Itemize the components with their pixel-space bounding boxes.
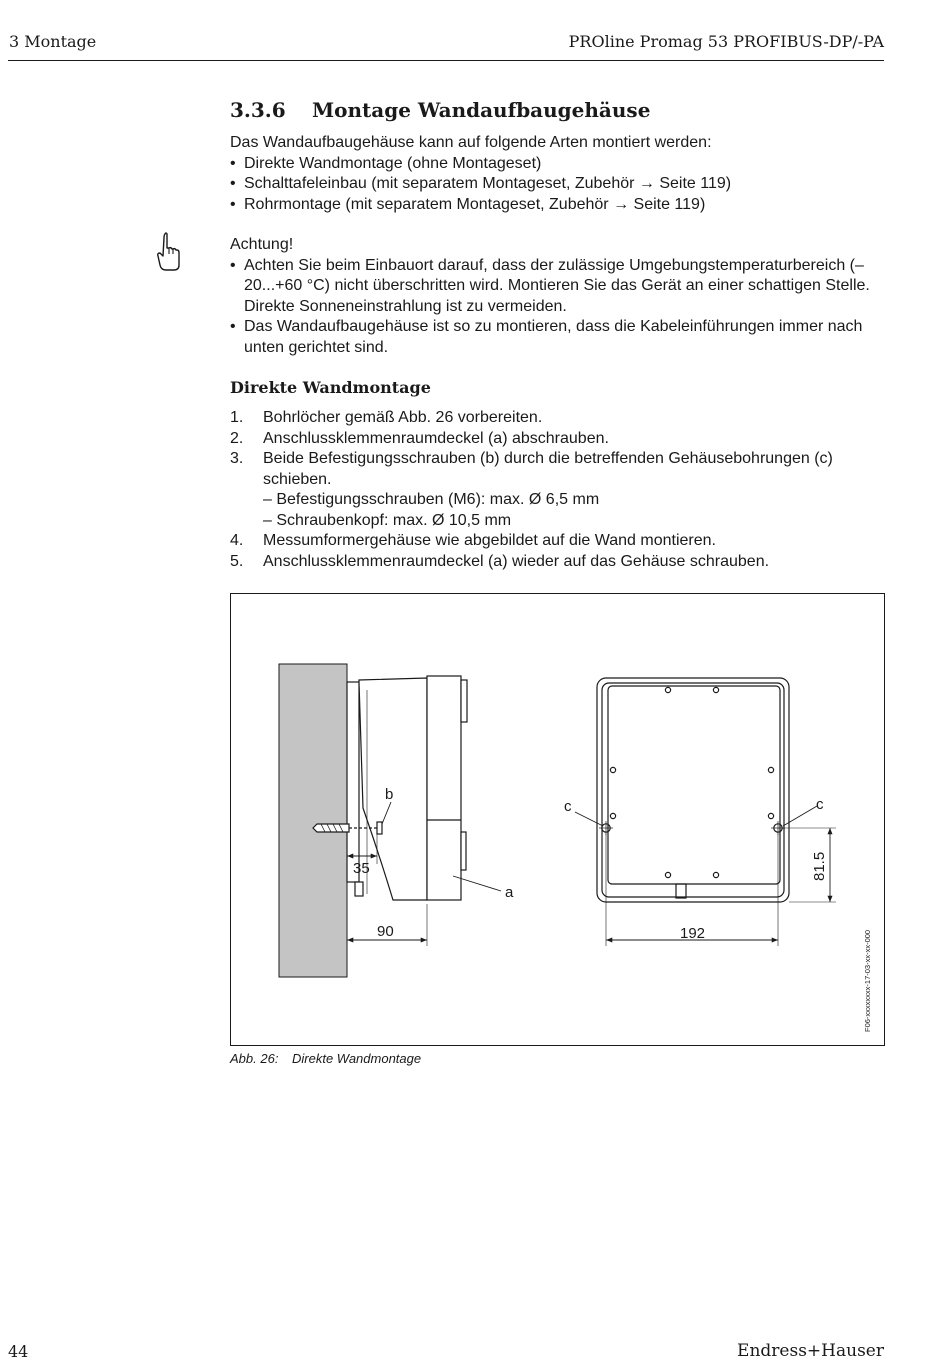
page-number: 44 [8, 1342, 29, 1361]
list-item: • Direkte Wandmontage (ohne Montageset) [230, 154, 890, 175]
list-item [230, 429, 890, 450]
brand-logo: Endress+Hauser [737, 1341, 884, 1361]
label-a: a [505, 884, 514, 901]
label-c-left: c [564, 798, 572, 815]
caption-text: Direkte Wandmontage [292, 1051, 422, 1066]
list-item [230, 552, 890, 573]
dimension-81-5: 81.5 [811, 851, 828, 881]
wall-section [279, 664, 347, 977]
intro-block [230, 133, 890, 215]
procedure-block [230, 408, 890, 572]
list-item [230, 531, 890, 552]
label-c-right: c [816, 796, 824, 813]
header-divider [8, 60, 884, 61]
list-item: • Schalttafeleinbau (mit separatem Montageset, Zubehör → Seite 119) [230, 174, 890, 195]
caution-title: Achtung! [230, 236, 294, 253]
list-item [230, 449, 890, 531]
step-text: Bohrlöcher gemäß Abb. 26 vorbereiten. [263, 409, 543, 426]
figure-frame [230, 593, 885, 1046]
step-number: 3. [230, 450, 244, 467]
caption-number: Abb. 26: [230, 1051, 279, 1066]
list-item [230, 408, 890, 429]
figure-code: F06-xxxxxxxx-17-03-xx-xx-000 [863, 929, 872, 1032]
section-title [230, 98, 650, 122]
pointing-hand-icon [155, 232, 181, 272]
section-heading: Montage Wandaufbaugehäuse [312, 98, 651, 122]
procedure-title: Direkte Wandmontage [230, 378, 431, 397]
dimension-35: 35 [353, 860, 370, 877]
step-number: 5. [230, 552, 244, 570]
list-item: • Das Wandaufbaugehäuse ist so zu montieren, dass die Kabeleinführungen immer nach unten gerichtet sind. [230, 317, 890, 358]
step-sub-text: – Schraubenkopf: max. Ø 10,5 mm [263, 511, 512, 529]
step-sub-text: – Befestigungsschrauben (M6): max. Ø 6,5 mm [263, 491, 600, 508]
step-text: Anschlussklemmenraumdeckel (a) wieder auf das Gehäuse schrauben. [263, 552, 770, 570]
label-b: b [385, 786, 394, 803]
step-text: Messumformergehäuse wie abgebildet auf die Wand montieren. [263, 532, 716, 549]
mount-options-list [230, 154, 890, 216]
housing-front-view [597, 678, 789, 902]
chapter-header: 3 Montage [9, 32, 97, 51]
intro-text: Das Wandaufbaugehäuse kann auf folgende Arten montiert werden: [230, 134, 712, 151]
step-number: 1. [230, 409, 244, 426]
dimension-90: 90 [377, 923, 394, 940]
step-text: Anschlussklemmenraumdeckel (a) abschrauben. [263, 429, 609, 447]
list-item: • Achten Sie beim Einbauort darauf, dass der zulässige Umgebungstemperaturbereich (–20...+60 °C) nicht überschritten wird. Montieren Sie das Gerät an einer schattigen Stelle. Direkte Sonneneinstrahlung ist zu vermeiden. [230, 256, 890, 318]
dimension-192: 192 [680, 925, 706, 942]
step-number: 4. [230, 532, 244, 549]
step-text: Beide Befestigungsschrauben (b) durch die betreffenden Gehäusebohrungen (c) schieben. [263, 450, 833, 488]
caution-block [230, 235, 890, 358]
figure-caption [230, 1051, 421, 1066]
caution-list [230, 256, 890, 359]
wall-mount-drawing [231, 594, 884, 1045]
step-number: 2. [230, 429, 244, 447]
product-header: PROline Promag 53 PROFIBUS-DP/-PA [568, 32, 884, 51]
section-number: 3.3.6 [230, 98, 286, 122]
list-item: • Rohrmontage (mit separatem Montageset, Zubehör → Seite 119) [230, 195, 890, 216]
procedure-steps [230, 408, 890, 572]
